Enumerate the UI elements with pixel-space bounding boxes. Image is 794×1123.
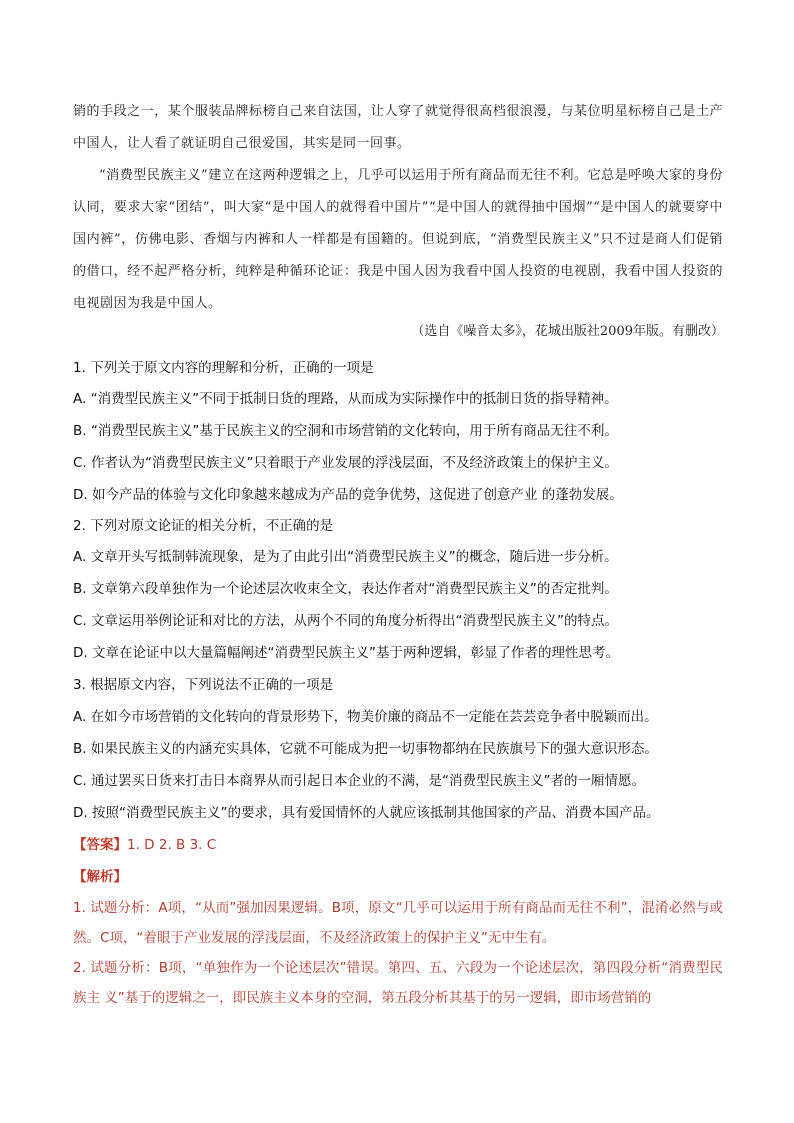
analysis-body	[73, 893, 723, 1013]
analysis-label: 【解析】	[73, 869, 127, 885]
question-2-option-a: A. 文章开头写抵制韩流现象，是为了由此引出“消费型民族主义”的概念，随后进一步分析。	[73, 549, 618, 565]
question-1-option-b: B. “消费型民族主义”基于民族主义的空洞和市场营销的文化转向，用于所有商品无往不利。	[73, 423, 618, 439]
question-2-option-d: D. 文章在论证中以大量篇幅阐述“消费型民族主义”基于两种逻辑，彰显了作者的理性思考。	[73, 645, 619, 661]
question-1-option-d: D. 如今产品的体验与文化印象越来越成为产品的竞争优势，这促进了创意产业 的蓬勃发展。	[73, 487, 623, 503]
passage	[73, 96, 723, 320]
question-3-stem: 3. 根据原文内容，下列说法不正确的一项是	[73, 677, 334, 693]
question-3-option-c: C. 通过罢买日货来打击日本商界从而引起日本企业的不满，是“消费型民族主义”者的一厢情愿。	[73, 773, 645, 789]
question-3-option-b: B. 如果民族主义的内涵充实具体，它就不可能成为把一切事物都纳在民族旗号下的强大意识形态。	[73, 741, 658, 757]
question-3-option-d: D. 按照“消费型民族主义”的要求，具有爱国情怀的人就应该抵制其他国家的产品、消费本国产品。	[73, 805, 660, 821]
passage-paragraph-2: “消费型民族主义”建立在这两种逻辑之上，几乎可以运用于所有商品而无往不利。它总是呼唤大家的身份认同，要求大家“团结”，叫大家“是中国人的就得看中国片”“是中国人的就得抽中国烟”“是中国人的就要穿中国内裤”，仿佛电影、香烟与内裤和人一样都是有国籍的。但说到底，“消费型民族主义”只不过是商人们促销的借口，经不起严格分析，纯粹是种循环论证：我是中国人因为我看中国人投资的电视剧，我看中国人投资的电视剧因为我是中国人。	[73, 168, 723, 311]
answer-label: 【答案】	[73, 837, 127, 853]
analysis-item-1: 1. 试题分析：A项，“从而”强加因果逻辑。B项，原文“几乎可以运用于所有商品而无往不利”，混淆必然与或然。C项，“着眼于产业发展的浮浅层面，不及经济政策上的保护主义”无中生有。	[73, 900, 723, 946]
answer-row	[73, 833, 216, 853]
question-2-option-c: C. 文章运用举例论证和对比的方法，从两个不同的角度分析得出“消费型民族主义”的特点。	[73, 613, 618, 629]
passage-source: （选自《噪音太多》，花城出版社2009年版。有删改）	[411, 324, 724, 339]
answer-text: 1. D 2. B 3. C	[127, 837, 217, 853]
question-2-stem: 2. 下列对原文论证的相关分析，不正确的是	[73, 518, 334, 534]
analysis-item-2: 2. 试题分析：B项，“单独作为一个论述层次”错误。第四、五、六段为一个论述层次，第四段分析“消费型民族主 义”基于的逻辑之一，即民族主义本身的空洞，第五段分析其基于的另一逻辑，即市场营销的	[73, 960, 723, 1006]
analysis-row	[73, 865, 127, 885]
question-2-option-b: B. 文章第六段单独作为一个论述层次收束全文，表达作者对“消费型民族主义”的否定批判。	[73, 581, 618, 597]
question-1-stem: 1. 下列关于原文内容的理解和分析，正确的一项是	[73, 360, 374, 376]
passage-paragraph-1: 销的手段之一，某个服装品牌标榜自己来自法国，让人穿了就觉得很高档很浪漫，与某位明星标榜自己是土产中国人，让人看了就证明自己很爱国，其实是同一回事。	[73, 104, 723, 151]
question-1-option-c: C. 作者认为“消费型民族主义”只着眼于产业发展的浮浅层面，不及经济政策上的保护主义。	[73, 455, 618, 471]
question-1-option-a: A. “消费型民族主义”不同于抵制日货的理路，从而成为实际操作中的抵制日货的指导精神。	[73, 391, 618, 407]
question-3-option-a: A. 在如今市场营销的文化转向的背景形势下，物美价廉的商品不一定能在芸芸竞争者中脱颖而出。	[73, 709, 658, 725]
